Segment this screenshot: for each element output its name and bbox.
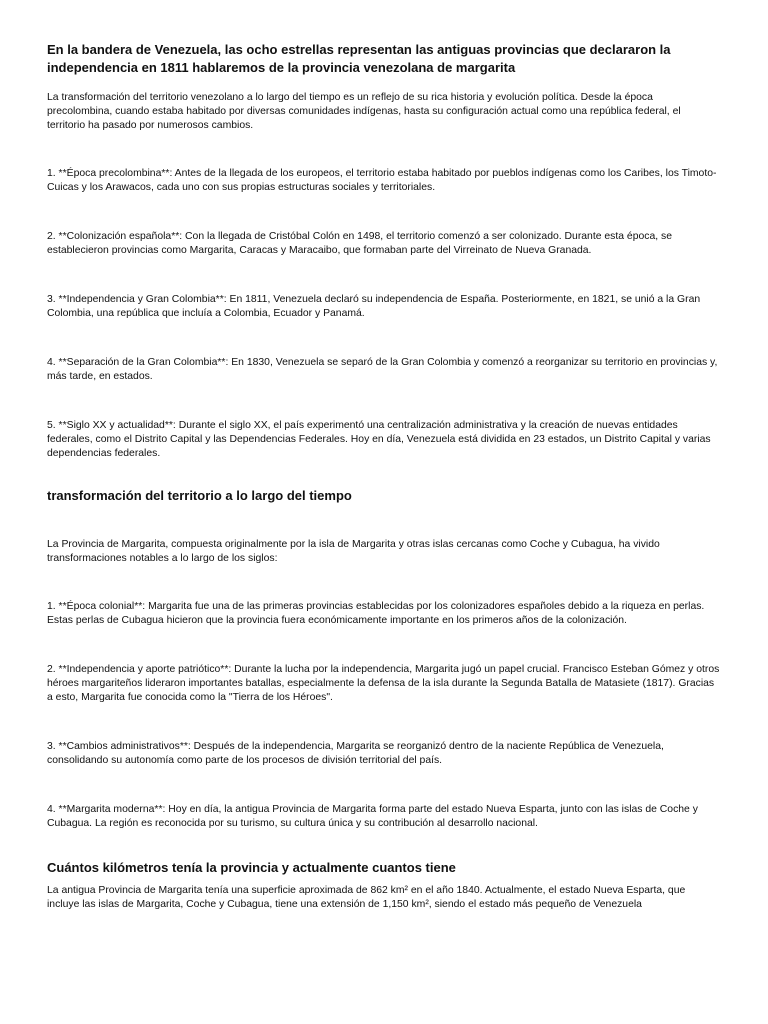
margarita-item-2: 2. **Independencia y aporte patriótico**: Durante la lucha por la independencia, Margarita jugó un papel crucial. Francisco Esteban Gómez y otros héroes margariteños lideraron importantes batallas, especialmente la defensa de la isla durante la Segunda Batalla de Matasiete (1817). Gracias a esto, Margarita fue conocida como la "Tierra de los Héroes". [47, 664, 720, 703]
document-title: En la bandera de Venezuela, las ocho estrellas representan las antiguas provincias que declararon la independencia en 1811 hablaremos de la provincia venezolana de margarita [47, 42, 671, 75]
venezuela-item-2: 2. **Colonización española**: Con la llegada de Cristóbal Colón en 1498, el territorio comenzó a ser colonizado. Durante esta época, se establecieron provincias como Margarita, Caracas y Maracaibo, que formaban parte del Virreinato de Nueva Granada. [47, 231, 672, 256]
margarita-item-1: 1. **Época colonial**: Margarita fue una de las primeras provincias establecidas por los colonizadores españoles debido a la riqueza en perlas. Estas perlas de Cubagua hicieron que la provincia fuera económicamente importante en los primeros años de la colonización. [47, 601, 705, 626]
intro-paragraph: La transformación del territorio venezolano a lo largo del tiempo es un reflejo de su rica historia y evolución política. Desde la época precolombina, cuando estaba habitado por diversas comunidades indígenas, hasta su configuración actual como una república federal, el territorio ha pasado por numerosos cambios. [47, 92, 681, 131]
margarita-intro-paragraph: La Provincia de Margarita, compuesta originalmente por la isla de Margarita y otras islas cercanas como Coche y Cubagua, ha vivido transformaciones notables a lo largo de los siglos: [47, 539, 660, 564]
section-heading-transformacion: transformación del territorio a lo largo del tiempo [47, 488, 352, 503]
margarita-item-4: 4. **Margarita moderna**: Hoy en día, la antigua Provincia de Margarita forma parte del estado Nueva Esparta, junto con las islas de Coche y Cubagua. La región es reconocida por su turismo, su cultura única y su contribución al desarrollo nacional. [47, 804, 698, 829]
kilometros-paragraph: La antigua Provincia de Margarita tenía una superficie aproximada de 862 km² en el año 1840. Actualmente, el estado Nueva Esparta, que incluye las islas de Margarita, Coche y Cubagua, tiene una extensión de 1,150 km², siendo el estado más pequeño de Venezuela [47, 885, 686, 910]
venezuela-item-4: 4. **Separación de la Gran Colombia**: En 1830, Venezuela se separó de la Gran Colombia y comenzó a reorganizar su territorio en provincias y, más tarde, en estados. [47, 357, 718, 382]
margarita-item-3: 3. **Cambios administrativos**: Después de la independencia, Margarita se reorganizó dentro de la naciente República de Venezuela, consolidando su autonomía como parte de los procesos de división territorial del país. [47, 741, 664, 766]
venezuela-item-3: 3. **Independencia y Gran Colombia**: En 1811, Venezuela declaró su independencia de España. Posteriormente, en 1821, se unió a la Gran Colombia, una república que incluía a Colombia, Ecuador y Panamá. [47, 294, 701, 319]
venezuela-item-1: 1. **Época precolombina**: Antes de la llegada de los europeos, el territorio estaba habitado por pueblos indígenas como los Caribes, los Timoto-Cuicas y los Arawacos, cada uno con sus propias estructuras sociales y territoriales. [47, 168, 717, 193]
venezuela-item-5: 5. **Siglo XX y actualidad**: Durante el siglo XX, el país experimentó una centralización administrativa y la creación de nuevas entidades federales, como el Distrito Capital y las Dependencias Federales. Hoy en día, Venezuela está dividida en 23 estados, un Distrito Capital y varias dependencias federales. [47, 420, 711, 459]
section-heading-kilometros: Cuántos kilómetros tenía la provincia y actualmente cuantos tiene [47, 860, 456, 875]
